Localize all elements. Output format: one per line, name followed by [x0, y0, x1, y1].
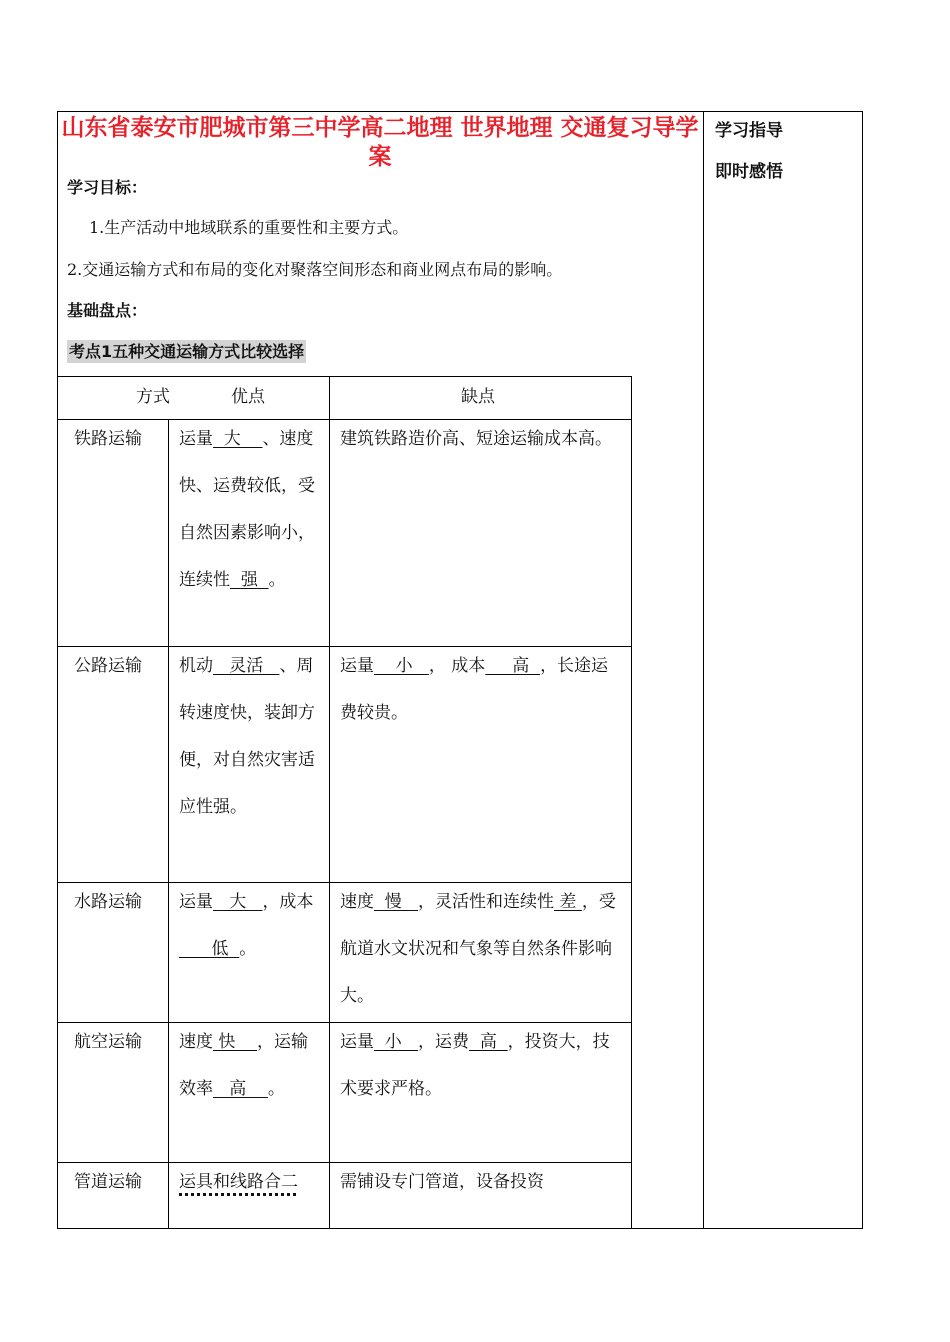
- text: 。: [268, 570, 286, 590]
- row-pros: [179, 879, 321, 973]
- text: ，受航道水文状况和气象等自然条件影响大。: [340, 892, 616, 1006]
- header-cons: 缺点: [461, 387, 495, 407]
- text: 建筑铁路造价高、短途运输成本高。: [340, 429, 612, 449]
- row-pros: [179, 416, 321, 604]
- table-line: [168, 419, 169, 1229]
- text: 需铺设专门管道，设备投资: [340, 1172, 544, 1192]
- table-line: [329, 376, 330, 1229]
- basics-label: 基础盘点：: [67, 301, 148, 320]
- answer-blank: 差: [554, 892, 582, 912]
- answer-blank: [230, 570, 241, 590]
- text: ，长途运费较贵。: [340, 656, 609, 723]
- table-line: [57, 1228, 632, 1229]
- row-mode: 航空运输: [74, 1032, 142, 1052]
- answer-blank: 低: [179, 939, 240, 959]
- answer-blank: 小: [374, 1032, 419, 1052]
- page-title: 山东省泰安市肥城市第三中学高二地理 世界地理 交通复习导学案: [61, 115, 699, 170]
- text: ，运费: [418, 1032, 470, 1052]
- answer-blank: 慢: [374, 892, 419, 912]
- section-title-text: 考点1五种交通运输方式比较选择: [69, 342, 305, 361]
- text: 运量: [340, 656, 374, 676]
- row-mode: 管道运输: [74, 1172, 142, 1192]
- header-mode: 方式: [136, 387, 170, 407]
- emphasis-text: 运具和线路合二: [179, 1172, 298, 1192]
- row-pros: [179, 1019, 321, 1113]
- text: 、速度快、运费较低，受自然因素影响小，连续性: [179, 429, 315, 590]
- row-mode: 水路运输: [74, 892, 142, 912]
- goals-label: 学习目标：: [67, 178, 148, 197]
- row-mode: 铁路运输: [74, 429, 142, 449]
- text: ，成本: [262, 892, 314, 912]
- text: 运量: [179, 892, 213, 912]
- text: ，投资大，技术要求严格。: [340, 1032, 610, 1099]
- table-line: [631, 376, 632, 1229]
- text: 运量: [340, 1032, 374, 1052]
- table-line: [57, 376, 632, 377]
- text: 机动: [179, 656, 213, 676]
- answer-blank: 小: [374, 656, 429, 676]
- section-title: [67, 339, 306, 362]
- answer-blank: 高: [485, 656, 541, 676]
- row-cons: [340, 643, 624, 737]
- row-pros: [179, 643, 321, 831]
- answer-blank: 大: [213, 892, 263, 912]
- text: ，运输效率: [179, 1032, 309, 1099]
- answer-blank: 灵活: [213, 656, 280, 676]
- answer-blank: 大: [213, 429, 263, 449]
- table-line: [57, 376, 58, 1229]
- answer-blank: [258, 570, 269, 590]
- goal-item-2: 2.交通运输方式和布局的变化对聚落空间形态和商业网点布局的影响。: [67, 260, 563, 279]
- row-cons: [340, 1159, 624, 1206]
- header-pros: 优点: [231, 387, 265, 407]
- text: 运量: [179, 429, 213, 449]
- answer-blank: 高: [469, 1032, 508, 1052]
- sidebar-divider: [703, 111, 704, 1229]
- text: 。: [239, 939, 257, 959]
- comparison-table: [57, 376, 632, 1230]
- goal-item-1: 1.生产活动中地域联系的重要性和主要方式。: [89, 218, 409, 237]
- text: 速度: [179, 1032, 213, 1052]
- text: ，灵活性和连续性: [418, 892, 555, 912]
- row-cons: [340, 416, 624, 463]
- row-cons: [340, 879, 624, 1020]
- row-cons: [340, 1019, 624, 1113]
- text: 速度: [340, 892, 374, 912]
- row-mode: 公路运输: [74, 656, 142, 676]
- answer-blank: 快: [213, 1032, 258, 1052]
- text: 。: [267, 1079, 285, 1099]
- row-pros: [179, 1159, 321, 1206]
- answer-blank: 强: [240, 570, 258, 590]
- text: 、周转速度快，装卸方便，对自然灾害适应性强。: [179, 656, 315, 817]
- sidebar-insight-label: 即时感悟: [715, 162, 783, 182]
- answer-blank: 高: [213, 1079, 268, 1099]
- text: ， 成本: [428, 656, 486, 676]
- sidebar-guide-label: 学习指导: [715, 121, 783, 141]
